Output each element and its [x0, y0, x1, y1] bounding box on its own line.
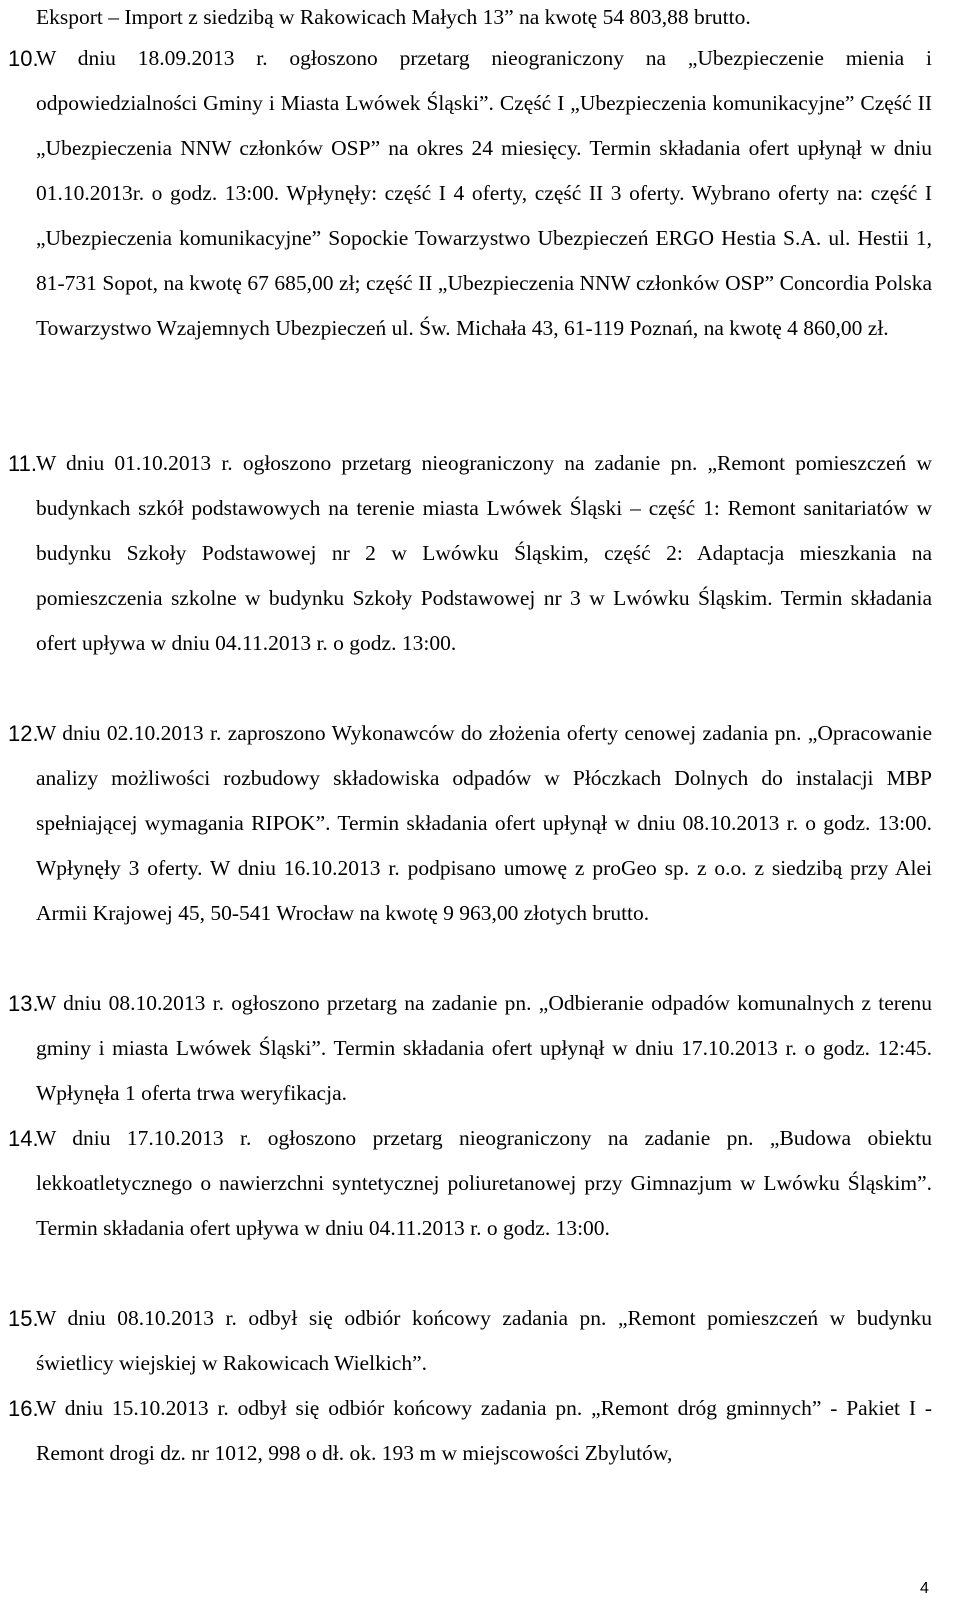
item-text: W dniu 08.10.2013 r. ogłoszono przetarg na zadanie pn. „Odbieranie odpadów komunalnych z terenu gminy i miasta Lwówek Śląski”. Termin składania ofert upłynął w dniu 17.10.2013 r. o godz. 12:45. Wpłynęła 1 oferta trwa weryfikacja.: [36, 991, 932, 1105]
list-item-13: [8, 981, 932, 1116]
list-item-16: [8, 1386, 932, 1476]
item-number: 15.: [8, 1306, 39, 1331]
page-number: 4: [920, 1580, 929, 1597]
item-number: 11.: [8, 451, 37, 476]
item-text: W dniu 18.09.2013 r. ogłoszono przetarg nieograniczony na „Ubezpieczenie mienia i odpowiedzialności Gminy i Miasta Lwówek Śląski”. Część I „Ubezpieczenia komunikacyjne” Część II „Ubezpieczenia NNW członków OSP” na okres 24 miesięcy. Termin składania ofert upłynął w dniu 01.10.2013r. o godz. 13:00. Wpłynęły: część I 4 oferty, część II 3 oferty. Wybrano oferty na: część I „Ubezpieczenia komunikacyjne” Sopockie Towarzystwo Ubezpieczeń ERGO Hestia S.A. ul. Hestii 1, 81-731 Sopot, na kwotę 67 685,00 zł; część II „Ubezpieczenia NNW członków OSP” Concordia Polska Towarzystwo Wzajemnych Ubezpieczeń ul. Św. Michała 43, 61-119 Poznań, na kwotę 4 860,00 zł.: [36, 46, 932, 340]
list-item-12: [8, 711, 932, 936]
item-number: 16.: [8, 1396, 39, 1421]
item-text: W dniu 17.10.2013 r. ogłoszono przetarg nieograniczony na zadanie pn. „Budowa obiektu lekkoatletycznego o nawierzchni syntetycznej poliuretanowej przy Gimnazjum w Lwówku Śląskim”. Termin składania ofert upływa w dniu 04.11.2013 r. o godz. 13:00.: [36, 1126, 932, 1240]
item-number: 13.: [8, 991, 39, 1016]
item-number: 14.: [8, 1126, 39, 1151]
item-text: W dniu 15.10.2013 r. odbył się odbiór końcowy zadania pn. „Remont dróg gminnych” - Pakiet I - Remont drogi dz. nr 1012, 998 o dł. ok. 193 m w miejscowości Zbylutów,: [36, 1396, 932, 1465]
item-text: W dniu 02.10.2013 r. zaproszono Wykonawców do złożenia oferty cenowej zadania pn. „Opracowanie analizy możliwości rozbudowy składowiska odpadów w Płóczkach Dolnych do instalacji MBP spełniającej wymagania RIPOK”. Termin składania ofert upłynął w dniu 08.10.2013 r. o godz. 13:00. Wpłynęły 3 oferty. W dniu 16.10.2013 r. podpisano umowę z proGeo sp. z o.o. z siedzibą przy Alei Armii Krajowej 45, 50-541 Wrocław na kwotę 9 963,00 złotych brutto.: [36, 721, 932, 925]
list-item-15: [8, 1296, 932, 1386]
item-text: W dniu 01.10.2013 r. ogłoszono przetarg nieograniczony na zadanie pn. „Remont pomieszczeń w budynkach szkół podstawowych na terenie miasta Lwówek Śląski – część 1: Remont sanitariatów w budynku Szkoły Podstawowej nr 2 w Lwówku Śląskim, część 2: Adaptacja mieszkania na pomieszczenia szkolne w budynku Szkoły Podstawowej nr 3 w Lwówku Śląskim. Termin składania ofert upływa w dniu 04.11.2013 r. o godz. 13:00.: [36, 451, 932, 655]
list-item-10: [8, 36, 932, 351]
list-item-14: [8, 1116, 932, 1251]
item-text: W dniu 08.10.2013 r. odbył się odbiór końcowy zadania pn. „Remont pomieszczeń w budynku świetlicy wiejskiej w Rakowicach Wielkich”.: [36, 1306, 932, 1375]
item-number: 12.: [8, 721, 39, 746]
list-item-11: [8, 441, 932, 666]
item-number: 10.: [8, 46, 39, 71]
lead-line: Eksport – Import z siedzibą w Rakowicach Małych 13” na kwotę 54 803,88 brutto.: [36, 5, 751, 29]
